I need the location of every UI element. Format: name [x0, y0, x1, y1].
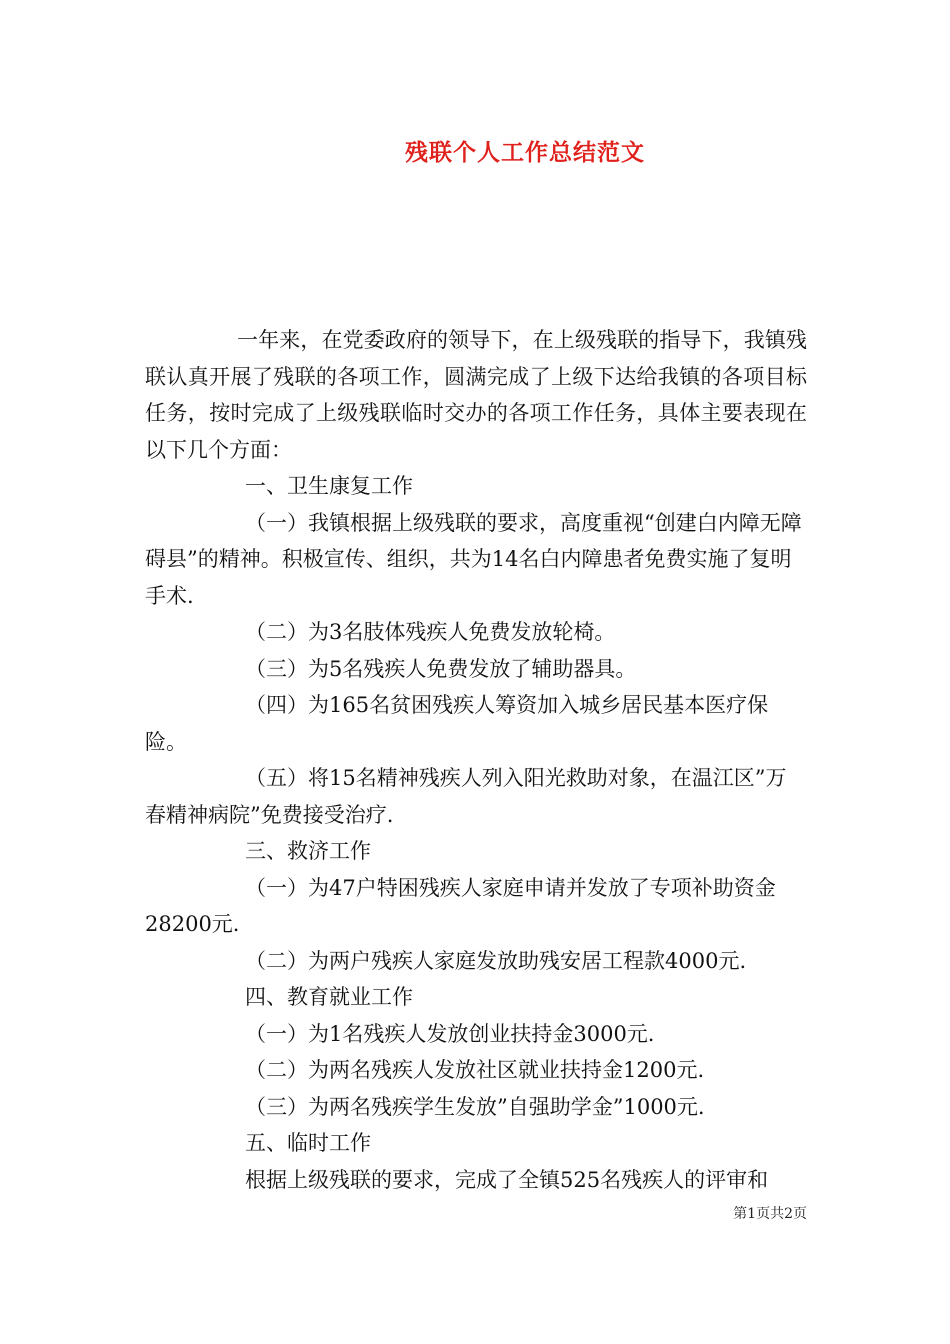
health-item-5: （五）将15名精神残疾人列入阳光救助对象，在温江区”万春精神病院”免费接受治疗.: [145, 766, 787, 827]
section-heading-temporary: 五、临时工作: [245, 1131, 371, 1155]
document-title: 残联个人工作总结范文: [405, 139, 645, 166]
health-item-1: （一）我镇根据上级残联的要求，高度重视“创建白内障无障碍县”的精神。积极宣传、组织，共为14名白内障患者免费实施了复明手术.: [145, 510, 802, 608]
employment-item-1: （一）为1名残疾人发放创业扶持金3000元.: [245, 1021, 655, 1046]
section-heading-employment: 四、教育就业工作: [245, 985, 413, 1009]
section-heading-health: 一、卫生康复工作: [245, 474, 413, 498]
intro-paragraph: 一年来，在党委政府的领导下，在上级残联的指导下，我镇残联认真开展了残联的各项工作，圆满完成了上级下达给我镇的各项目标任务，按时完成了上级残联临时交办的各项工作任务，具体主要表现在以下几个方面：: [145, 328, 807, 462]
health-item-2: （二）为3名肢体残疾人免费发放轮椅。: [245, 620, 616, 644]
relief-item-2: （二）为两户残疾人家庭发放助残安居工程款4000元.: [245, 948, 747, 973]
page-footer: 第1页共2页: [733, 1206, 807, 1222]
employment-item-2: （二）为两名残疾人发放社区就业扶持金1200元.: [245, 1058, 705, 1082]
employment-item-3: （三）为两名残疾学生发放”自强助学金”1000元.: [245, 1094, 705, 1119]
health-item-4: （四）为165名贫困残疾人筹资加入城乡居民基本医疗保险。: [145, 693, 769, 754]
relief-item-1: （一）为47户特困残疾人家庭申请并发放了专项补助资金28200元.: [145, 875, 776, 936]
section-heading-relief: 三、救济工作: [245, 839, 371, 863]
document-body: [145, 322, 807, 1198]
health-item-3: （三）为5名残疾人免费发放了辅助器具。: [245, 656, 637, 681]
temporary-text: 根据上级残联的要求，完成了全镇525名残疾人的评审和: [245, 1167, 769, 1192]
